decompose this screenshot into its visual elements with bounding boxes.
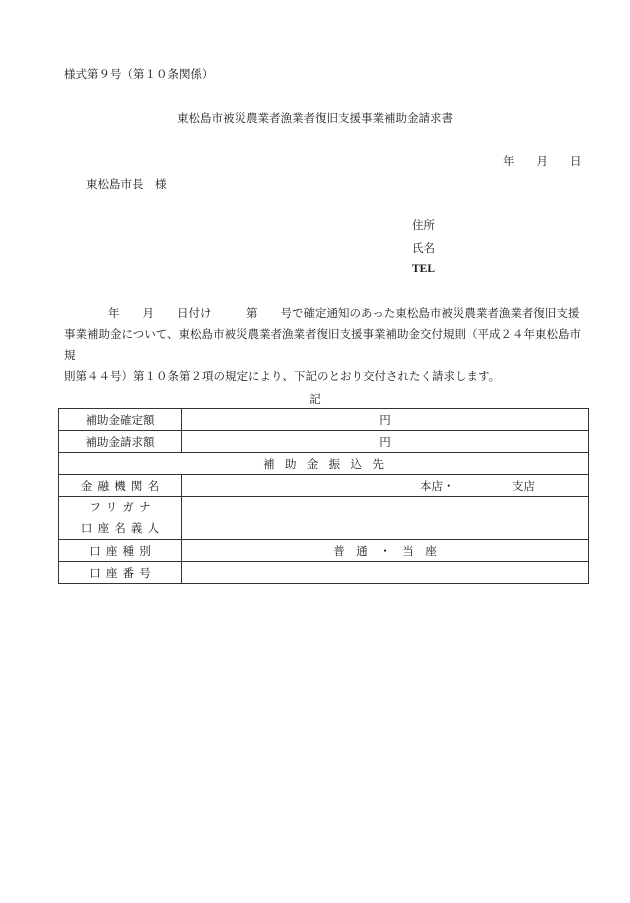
table-row xyxy=(59,453,589,475)
date-line xyxy=(503,153,582,169)
account-number-field[interactable] xyxy=(182,562,589,584)
date-year: 年 xyxy=(503,154,515,168)
table-row xyxy=(59,409,589,431)
form-number: 様式第９号（第１０条関係） xyxy=(64,67,214,81)
body-line-2: 事業補助金について、東松島市被災農業者漁業者復旧支援事業補助金交付規則（平成２４年東松島市規 xyxy=(64,327,582,362)
account-type-options: 普 通 ・ 当 座 xyxy=(333,543,437,558)
table-row xyxy=(59,562,589,584)
yen-unit: 円 xyxy=(379,434,391,449)
tel-label: TEL xyxy=(412,263,436,275)
account-type-field[interactable] xyxy=(182,540,589,562)
request-amount-label: 補助金請求額 xyxy=(59,431,182,453)
date-month: 月 xyxy=(536,154,548,168)
table-row xyxy=(59,497,589,540)
account-holder-field[interactable] xyxy=(182,497,589,540)
document-title: 東松島市被災農業者漁業者復旧支援事業補助金請求書 xyxy=(177,111,453,125)
address-label: 住所 xyxy=(412,218,435,232)
ki-heading: 記 xyxy=(309,392,321,406)
body-line-3: 則第４４号）第１０条第２項の規定により、下記のとおり交付されたく請求します。 xyxy=(64,369,501,383)
holder-name-label: 口座名義人 xyxy=(80,521,165,535)
bank-name-label: 金融機関名 xyxy=(59,475,182,497)
transfer-destination-header: 補助金振込先 xyxy=(59,453,589,475)
main-branch-option: 本店・ xyxy=(420,479,455,493)
account-number-label: 口座番号 xyxy=(59,562,182,584)
account-holder-label xyxy=(59,497,182,540)
date-day: 日 xyxy=(570,154,582,168)
branch-option: 支店 xyxy=(512,479,535,493)
furigana-label: フリガナ xyxy=(89,500,156,514)
account-type-label: 口座種別 xyxy=(59,540,182,562)
addressee: 東松島市長 様 xyxy=(86,177,167,191)
name-label: 氏名 xyxy=(412,241,435,255)
request-body xyxy=(64,303,589,387)
table-row xyxy=(59,540,589,562)
subsidy-table xyxy=(58,408,589,584)
confirmed-amount-field[interactable] xyxy=(182,409,589,431)
request-amount-field[interactable] xyxy=(182,431,589,453)
body-line-1: 年 月 日付け 第 号で確定通知のあった東松島市被災農業者漁業者復旧支援 xyxy=(108,306,580,320)
confirmed-amount-label: 補助金確定額 xyxy=(59,409,182,431)
table-row xyxy=(59,431,589,453)
table-row xyxy=(59,475,589,497)
bank-name-field[interactable] xyxy=(182,475,589,497)
yen-unit: 円 xyxy=(379,412,391,427)
